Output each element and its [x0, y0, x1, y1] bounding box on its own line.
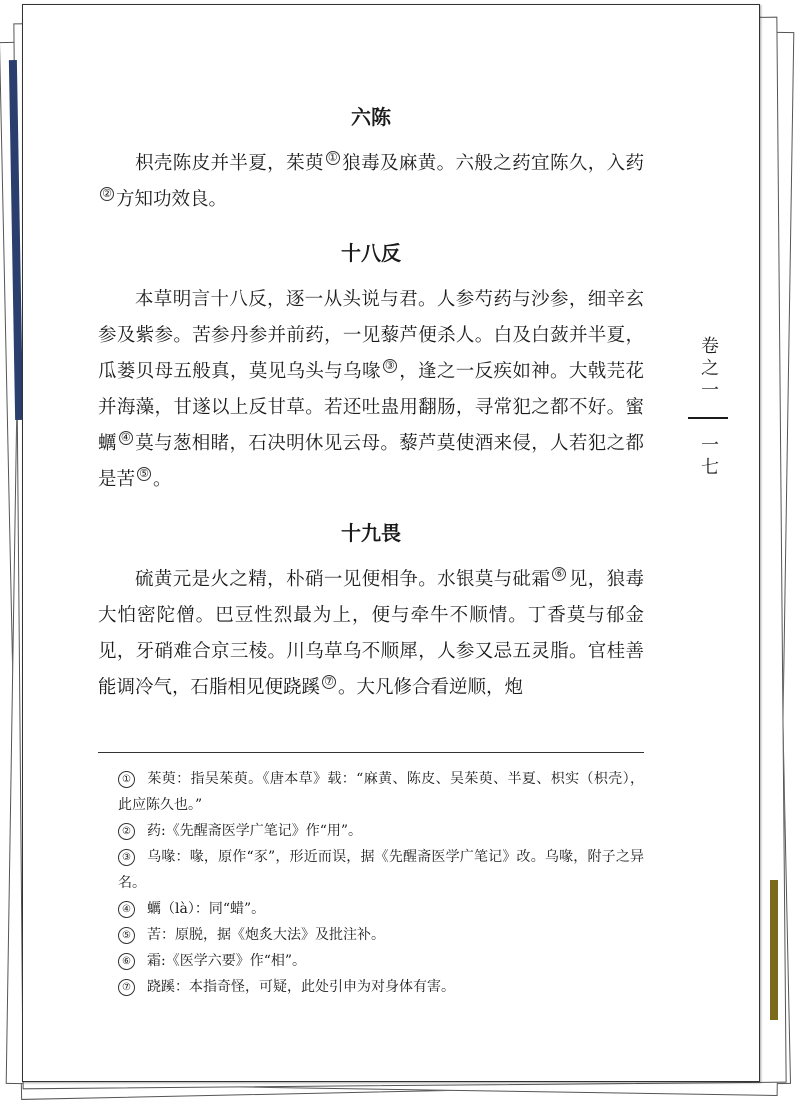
footnote-ref-5[interactable]: ⑤ — [137, 467, 151, 481]
footnote-2: ② 药:《先醒斋医学广笔记》作“用”。 — [118, 818, 644, 844]
footnote-number: ② — [118, 823, 135, 840]
footnote-number: ④ — [118, 901, 135, 918]
section-title-shijiuwei: 十九畏 — [341, 521, 401, 545]
volume-label: 卷之一 — [698, 336, 719, 402]
footnote-ref-2[interactable]: ② — [100, 187, 114, 201]
paragraph-shijiuwei: 硫黄元是火之精，朴硝一见便相争。水银莫与砒霜 ⑥ 见，狼毒大怕密陀僧。巴豆性烈最为上，便与牵牛不顺情。丁香莫与郁金见，牙硝难合京三棱。川乌草乌不顺犀，人参又忌五灵脂。官桂善能调冷气，石脂相见便跷蹊 ⑦ 。大凡修合看逆顺，炮 — [98, 567, 644, 698]
footnote-1: ① 茱萸：指吴茱萸。《唐本草》载：“麻黄、陈皮、吴茱萸、半夏、枳实（枳壳），此应陈久也。” — [118, 771, 644, 813]
footnote-7: ⑦ 跷蹊：本指奇怪，可疑，此处引申为对身体有害。 — [118, 974, 644, 1000]
paragraph-liuchen: 枳壳陈皮并半夏，茱萸 ① 狼毒及麻黄。六般之药宜陈久，入药② 方知功效良。 — [98, 146, 644, 218]
section-title-liuchen: 六陈 — [351, 105, 391, 129]
footnote-number: ⑦ — [118, 979, 135, 996]
paragraph-shibafan: 本草明言十八反，逐一从头说与君。人参芍药与沙参，细辛玄参及紫参。苦参丹参并前药，一见藜芦便杀人。白及白蔹并半夏，瓜蒌贝母五般真，莫见乌头与乌喙 ③ ，逢之一反疾如神。大戟芫花并海藻，甘遂以上反甘草。若还吐蛊用翻肠，寻常犯之都不好。蜜蠣 ④ 莫与葱相睹，石决明休见云母。藜芦莫使酒来侵，人若犯之都是苦 ⑤ 。 — [98, 289, 644, 490]
footnotes — [118, 766, 644, 1000]
section-title-shibafan: 十八反 — [341, 241, 401, 265]
footnote-ref-3[interactable]: ③ — [383, 359, 397, 373]
footnote-number: ① — [118, 771, 135, 788]
footnote-ref-6[interactable]: ⑥ — [552, 567, 566, 581]
footnote-divider — [98, 752, 644, 753]
footnote-ref-7[interactable]: ⑦ — [322, 675, 336, 689]
main-text — [98, 100, 644, 706]
footnote-3: ③ 乌喙：喙，原作“豕”，形近而误，据《先醒斋医学广笔记》改。乌喙，附子之异名。 — [118, 849, 644, 891]
footnote-5: ⑤ 苦：原脱，据《炮炙大法》及批注补。 — [118, 922, 644, 948]
footnote-6: ⑥ 霜:《医学六要》作“相”。 — [118, 948, 644, 974]
footnote-number: ⑤ — [118, 927, 135, 944]
running-header — [688, 336, 728, 484]
footnote-ref-4[interactable]: ④ — [119, 431, 133, 445]
footnote-ref-1[interactable]: ① — [326, 151, 340, 165]
header-divider — [688, 417, 728, 419]
page-number: 一七 — [698, 435, 719, 479]
footnote-4: ④ 蠣（là）：同“蜡”。 — [118, 896, 644, 922]
footnote-number: ⑥ — [118, 953, 135, 970]
book-cover-edge-bottom — [770, 880, 778, 1020]
footnote-number: ③ — [118, 849, 135, 866]
